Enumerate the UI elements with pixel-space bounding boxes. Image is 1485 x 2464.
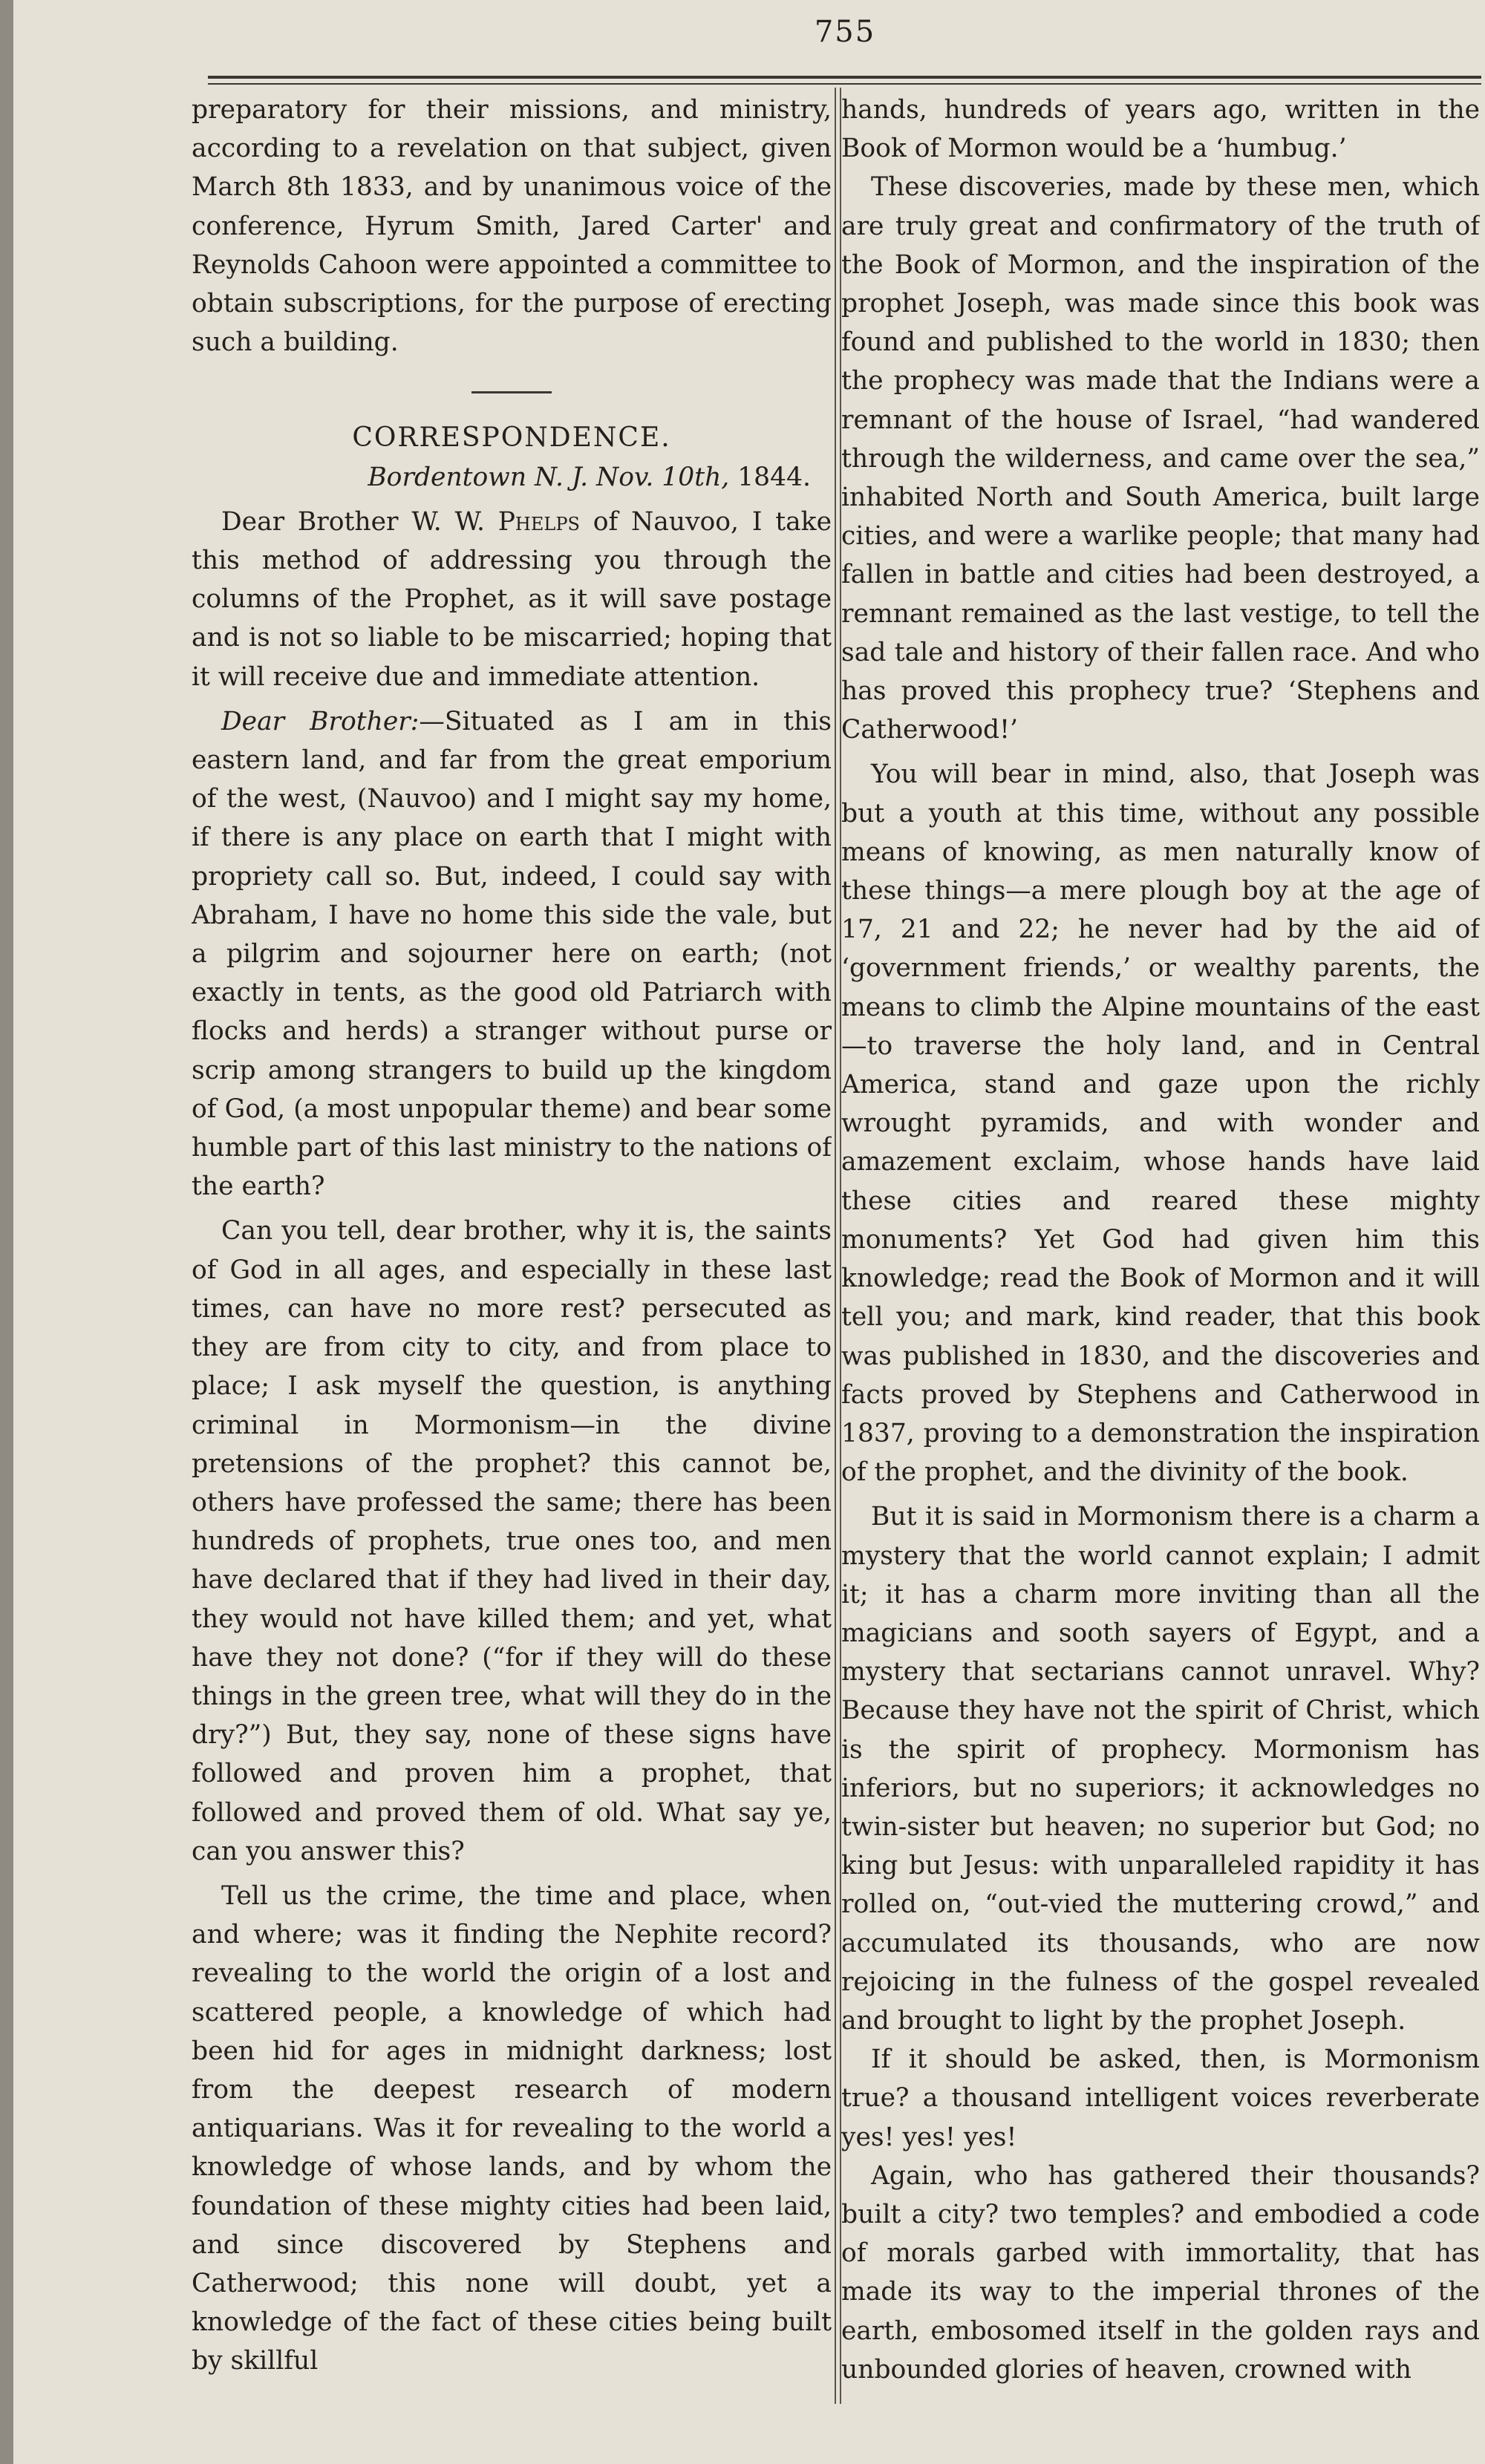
letter-paragraph-2-text: —Situated as I am in this eastern land, and far from the great emporium of the west, (Nauvoo) and I might say my home, if there is any place on earth that I might with propriety call so. But, indeed, I could say with Abraham, I have no home this side the vale, but a pilgrim and sojourner here on earth; (not exactly in tents, as the good old Patriarch with flocks and herds) a stranger without purse or scrip among strangers to build up the kingdom of God, (a most unpopular theme) and bear some humble part of this last ministry to the nations of the earth?	[192, 706, 832, 1202]
left-column	[192, 91, 832, 2459]
right-paragraph-6: Again, who has gathered their thousands? built a city? two temples? and embodied a code of morals garbed with immortality, that has made its way to the imperial thrones of the earth, embosomed itself in the golden rays and unbounded glories of heaven, crowned with	[841, 2160, 1480, 2385]
dear-brother: Dear Brother:	[221, 706, 420, 736]
section-heading: CORRESPONDENCE.	[352, 422, 671, 454]
letter-paragraph-4: Tell us the crime, the time and place, when and where; was it finding the Nephite record? revealing to the world the origin of a lost and scattered people, a knowledge of which had been hid for ages in midnight darkness; lost from the deepest research of modern antiquarians. Was it for revealing to the world a knowledge of whose lands, and by whom the foundation of these mighty cities had been laid, and since discovered by Stephens and Catherwood; this none will doubt, yet a knowledge of the fact of these cities being built by skillful	[192, 1880, 832, 2376]
column-divider	[835, 88, 836, 2404]
right-paragraph-4: But it is said in Mormonism there is a charm a mystery that the world cannot explain; I admit it; it has a charm more inviting than all the magicians and sooth sayers of Egypt, and a mystery that sectarians cannot unravel. Why? Because they have not the spirit of Christ, which is the spirit of prophecy. Mormonism has inferiors, but no superiors; it acknowledges no twin-sister but heaven; no superior but God; no king but Jesus: with unparalleled rapidity it has rolled on, “out-vied the muttering crowd,” and accumulated its thousands, who are now rejoicing in the fulness of the gospel revealed and brought to light by the prophet Joseph.	[841, 1502, 1480, 2036]
salutation-paragraph	[192, 503, 832, 696]
page-number: 755	[814, 15, 876, 49]
letter-paragraph-2	[192, 702, 832, 1206]
header-rule	[208, 76, 1481, 79]
dateline	[192, 458, 832, 497]
newspaper-page	[13, 0, 1485, 2464]
right-paragraph-2: These discoveries, made by these men, which are truly great and confirmatory of the truth of the Book of Mormon, and the inspiration of the prophet Joseph, was made since this book was found and published to the world in 1830; then the prophecy was made that the Indians were a remnant of the house of Israel, “had wandered through the wilderness, and came over the sea,” inhabited North and South America, built large cities, and were a warlike people; that many had fallen in battle and cities had been destroyed, a remnant remained as the last vestige, to tell the sad tale and history of their fallen race. And who has proved this prophecy true? ‘Stephens and Catherwood!’	[841, 172, 1480, 745]
continued-paragraph: hands, hundreds of years ago, written in the Book of Mormon would be a ‘humbug.’	[841, 95, 1480, 164]
section-separator	[471, 391, 552, 393]
header-rule-thin	[208, 83, 1481, 85]
letter-paragraph-3: Can you tell, dear brother, why it is, the saints of God in all ages, and especially in these last times, can have no more rest? persecuted as they are from city to city, and from place to place; I ask myself the question, is anything criminal in Mormonism—in the divine pretensions of the prophet? this cannot be, others have professed the same; there has been hundreds of prophets, true ones too, and men have declared that if they had lived in their day, they would not have killed them; and yet, what have they not done? (“for if they will do these things in the green tree, what will they do in the dry?”) But, they say, none of these signs have followed and proven him a prophet, that followed and proved them of old. What say ye, can you answer this?	[192, 1216, 832, 1866]
right-paragraph-5: If it should be asked, then, is Mormonism true? a thousand intelligent voices reverberate yes! yes! yes!	[841, 2045, 1480, 2152]
dateline-place: Bordentown N. J. Nov. 10th,	[368, 462, 730, 492]
salutation-rest: of Nauvoo, I take this method of addressing you through the columns of the Prophet, as it will save postage and is not so liable to be miscarried; hoping that it will receive due and immediate attention.	[192, 506, 832, 692]
intro-paragraph: preparatory for their missions, and ministry, according to a revelation on that subject, given March 8th 1833, and by unanimous voice of the conference, Hyrum Smith, Jared Carter' and Reynolds Cahoon were appointed a committee to obtain subscriptions, for the purpose of erecting such a building.	[192, 95, 832, 358]
page-edge-shadow	[0, 0, 13, 2464]
right-column	[841, 91, 1480, 2459]
salutation-name: Phelps	[497, 506, 580, 537]
salutation-lead: Dear Brother W. W.	[221, 506, 498, 537]
dateline-year: 1844.	[729, 462, 811, 492]
right-paragraph-3: You will bear in mind, also, that Joseph was but a youth at this time, without any possible means of knowing, as men naturally know of these things—a mere plough boy at the age of 17, 21 and 22; he never had by the aid of ‘government friends,’ or wealthy parents, the means to climb the Alpine mountains of the east—to traverse the holy land, and in Central America, stand and gaze upon the richly wrought pyramids, and with wonder and amazement exclaim, whose hands have laid these cities and reared these mighty monuments? Yet God had given him this knowledge; read the Book of Mormon and it will tell you; and mark, kind reader, that this book was published in 1830, and the discoveries and facts proved by Stephens and Catherwood in 1837, proving to a demonstration the inspiration of the prophet, and the divinity of the book.	[841, 759, 1480, 1488]
